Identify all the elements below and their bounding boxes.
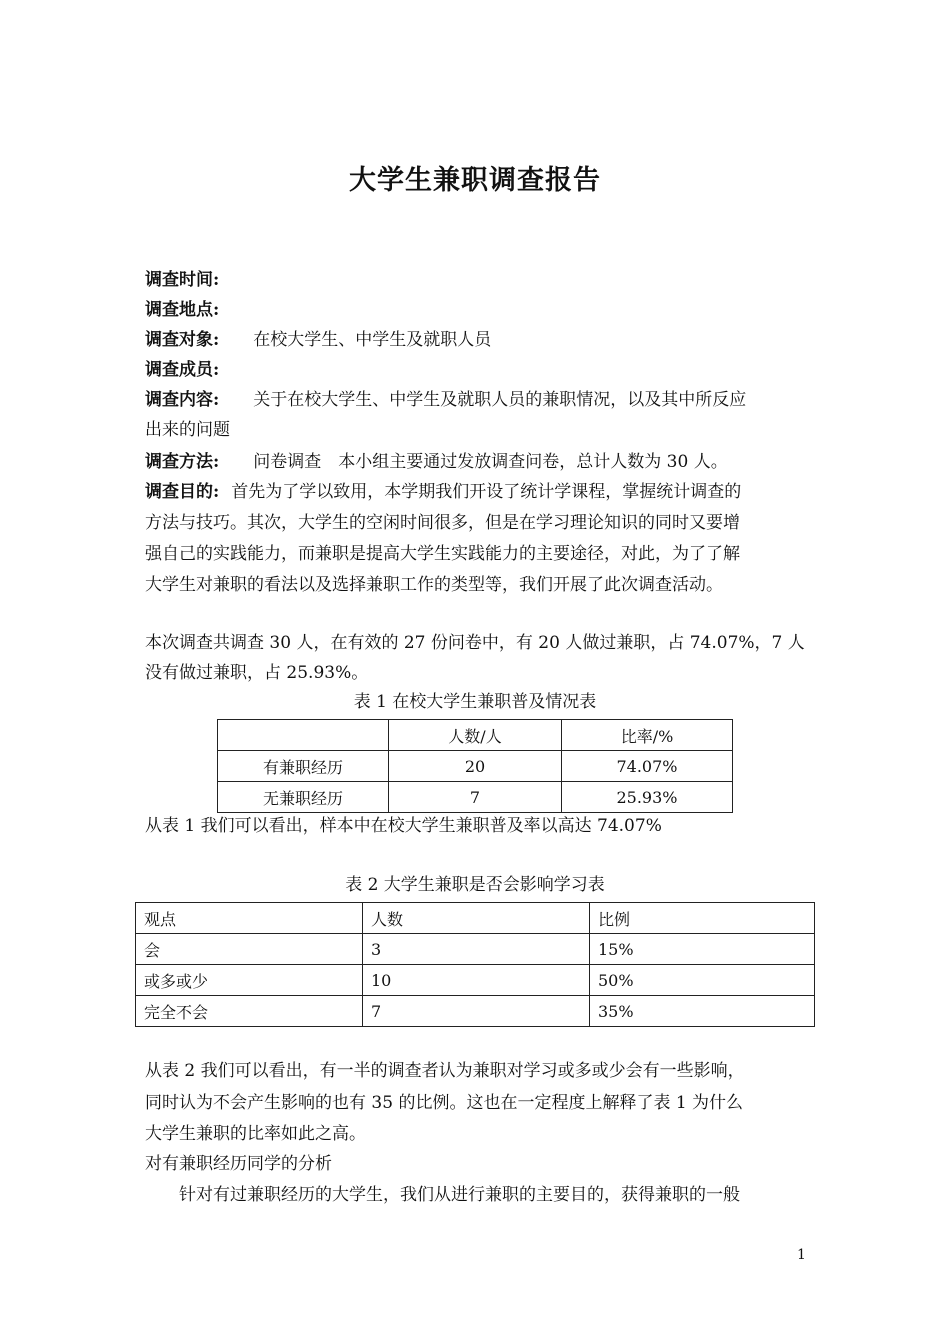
table2 [135, 902, 815, 1027]
survey-method-value: 问卷调查 本小组主要通过发放调查问卷，总计人数为 30 人。 [253, 452, 728, 472]
table-cell: 50% [590, 965, 815, 996]
section-paragraph: 针对有过兼职经历的大学生，我们从进行兼职的主要目的，获得兼职的一般 [179, 1185, 740, 1205]
table-cell: 7 [389, 782, 562, 813]
survey-content-row [145, 388, 746, 412]
survey-content-label: 调查内容: [145, 390, 220, 410]
survey-purpose-row [145, 480, 741, 504]
survey-content-continuation: 出来的问题 [145, 420, 230, 440]
table-row [136, 965, 815, 996]
summary-line: 没有做过兼职，占 25.93%。 [145, 663, 369, 683]
table-cell: 有兼职经历 [218, 751, 389, 782]
table1 [217, 719, 733, 813]
table2-caption: 表 2 大学生兼职是否会影响学习表 [345, 875, 605, 895]
table-cell: 或多或少 [136, 965, 363, 996]
table1-header-row [218, 720, 733, 751]
table-cell: 10 [363, 965, 590, 996]
survey-method-label: 调查方法: [145, 452, 220, 472]
table-row [218, 782, 733, 813]
table2-header-row [136, 903, 815, 934]
survey-purpose-line: 强自己的实践能力，而兼职是提高大学生实践能力的主要途径，对此，为了了解 [145, 544, 740, 564]
table-cell: 15% [590, 934, 815, 965]
survey-object-value: 在校大学生、中学生及就职人员 [253, 330, 492, 350]
table-cell: 会 [136, 934, 363, 965]
table-cell: 完全不会 [136, 996, 363, 1027]
table-header-cell: 观点 [136, 903, 363, 934]
analysis-line: 从表 2 我们可以看出，有一半的调查者认为兼职对学习或多或少会有一些影响， [145, 1061, 745, 1081]
table-row [136, 934, 815, 965]
table-cell: 35% [590, 996, 815, 1027]
survey-purpose-line: 首先为了学以致用，本学期我们开设了统计学课程，掌握统计调查的 [231, 482, 742, 502]
table1-caption: 表 1 在校大学生兼职普及情况表 [353, 692, 597, 712]
table-cell: 3 [363, 934, 590, 965]
analysis-line: 大学生兼职的比率如此之高。 [145, 1124, 366, 1144]
survey-purpose-line: 大学生对兼职的看法以及选择兼职工作的类型等，我们开展了此次调查活动。 [145, 575, 723, 595]
document-title: 大学生兼职调查报告 [349, 165, 601, 196]
table-header-cell: 比例 [590, 903, 815, 934]
survey-time-label: 调查时间: [145, 270, 220, 290]
table-cell: 无兼职经历 [218, 782, 389, 813]
table-row [218, 751, 733, 782]
survey-members-label: 调查成员: [145, 360, 220, 380]
table-cell: 74.07% [562, 751, 733, 782]
table-header-cell: 比率/% [562, 720, 733, 751]
survey-content-value: 关于在校大学生、中学生及就职人员的兼职情况，以及其中所反应 [253, 390, 747, 410]
survey-purpose-line: 方法与技巧。其次，大学生的空闲时间很多，但是在学习理论知识的同时又要增 [145, 513, 740, 533]
table1-note: 从表 1 我们可以看出，样本中在校大学生兼职普及率以高达 74.07% [145, 816, 662, 836]
table-header-cell: 人数/人 [389, 720, 562, 751]
table-cell: 25.93% [562, 782, 733, 813]
survey-method-row [145, 450, 728, 474]
survey-object-label: 调查对象: [145, 330, 220, 350]
survey-place-label: 调查地点: [145, 300, 220, 320]
analysis-line: 同时认为不会产生影响的也有 35 的比例。这也在一定程度上解释了表 1 为什么 [145, 1093, 744, 1113]
survey-purpose-label: 调查目的: [145, 482, 220, 502]
table-header-cell [218, 720, 389, 751]
table-cell: 20 [389, 751, 562, 782]
table-row [136, 996, 815, 1027]
table-cell: 7 [363, 996, 590, 1027]
table-header-cell: 人数 [363, 903, 590, 934]
summary-line: 本次调查共调查 30 人，在有效的 27 份问卷中，有 20 人做过兼职，占 74.07%，7 人 [145, 633, 805, 653]
page-number: 1 [797, 1247, 806, 1263]
survey-object-row [145, 328, 491, 352]
section-heading: 对有兼职经历同学的分析 [145, 1154, 332, 1174]
